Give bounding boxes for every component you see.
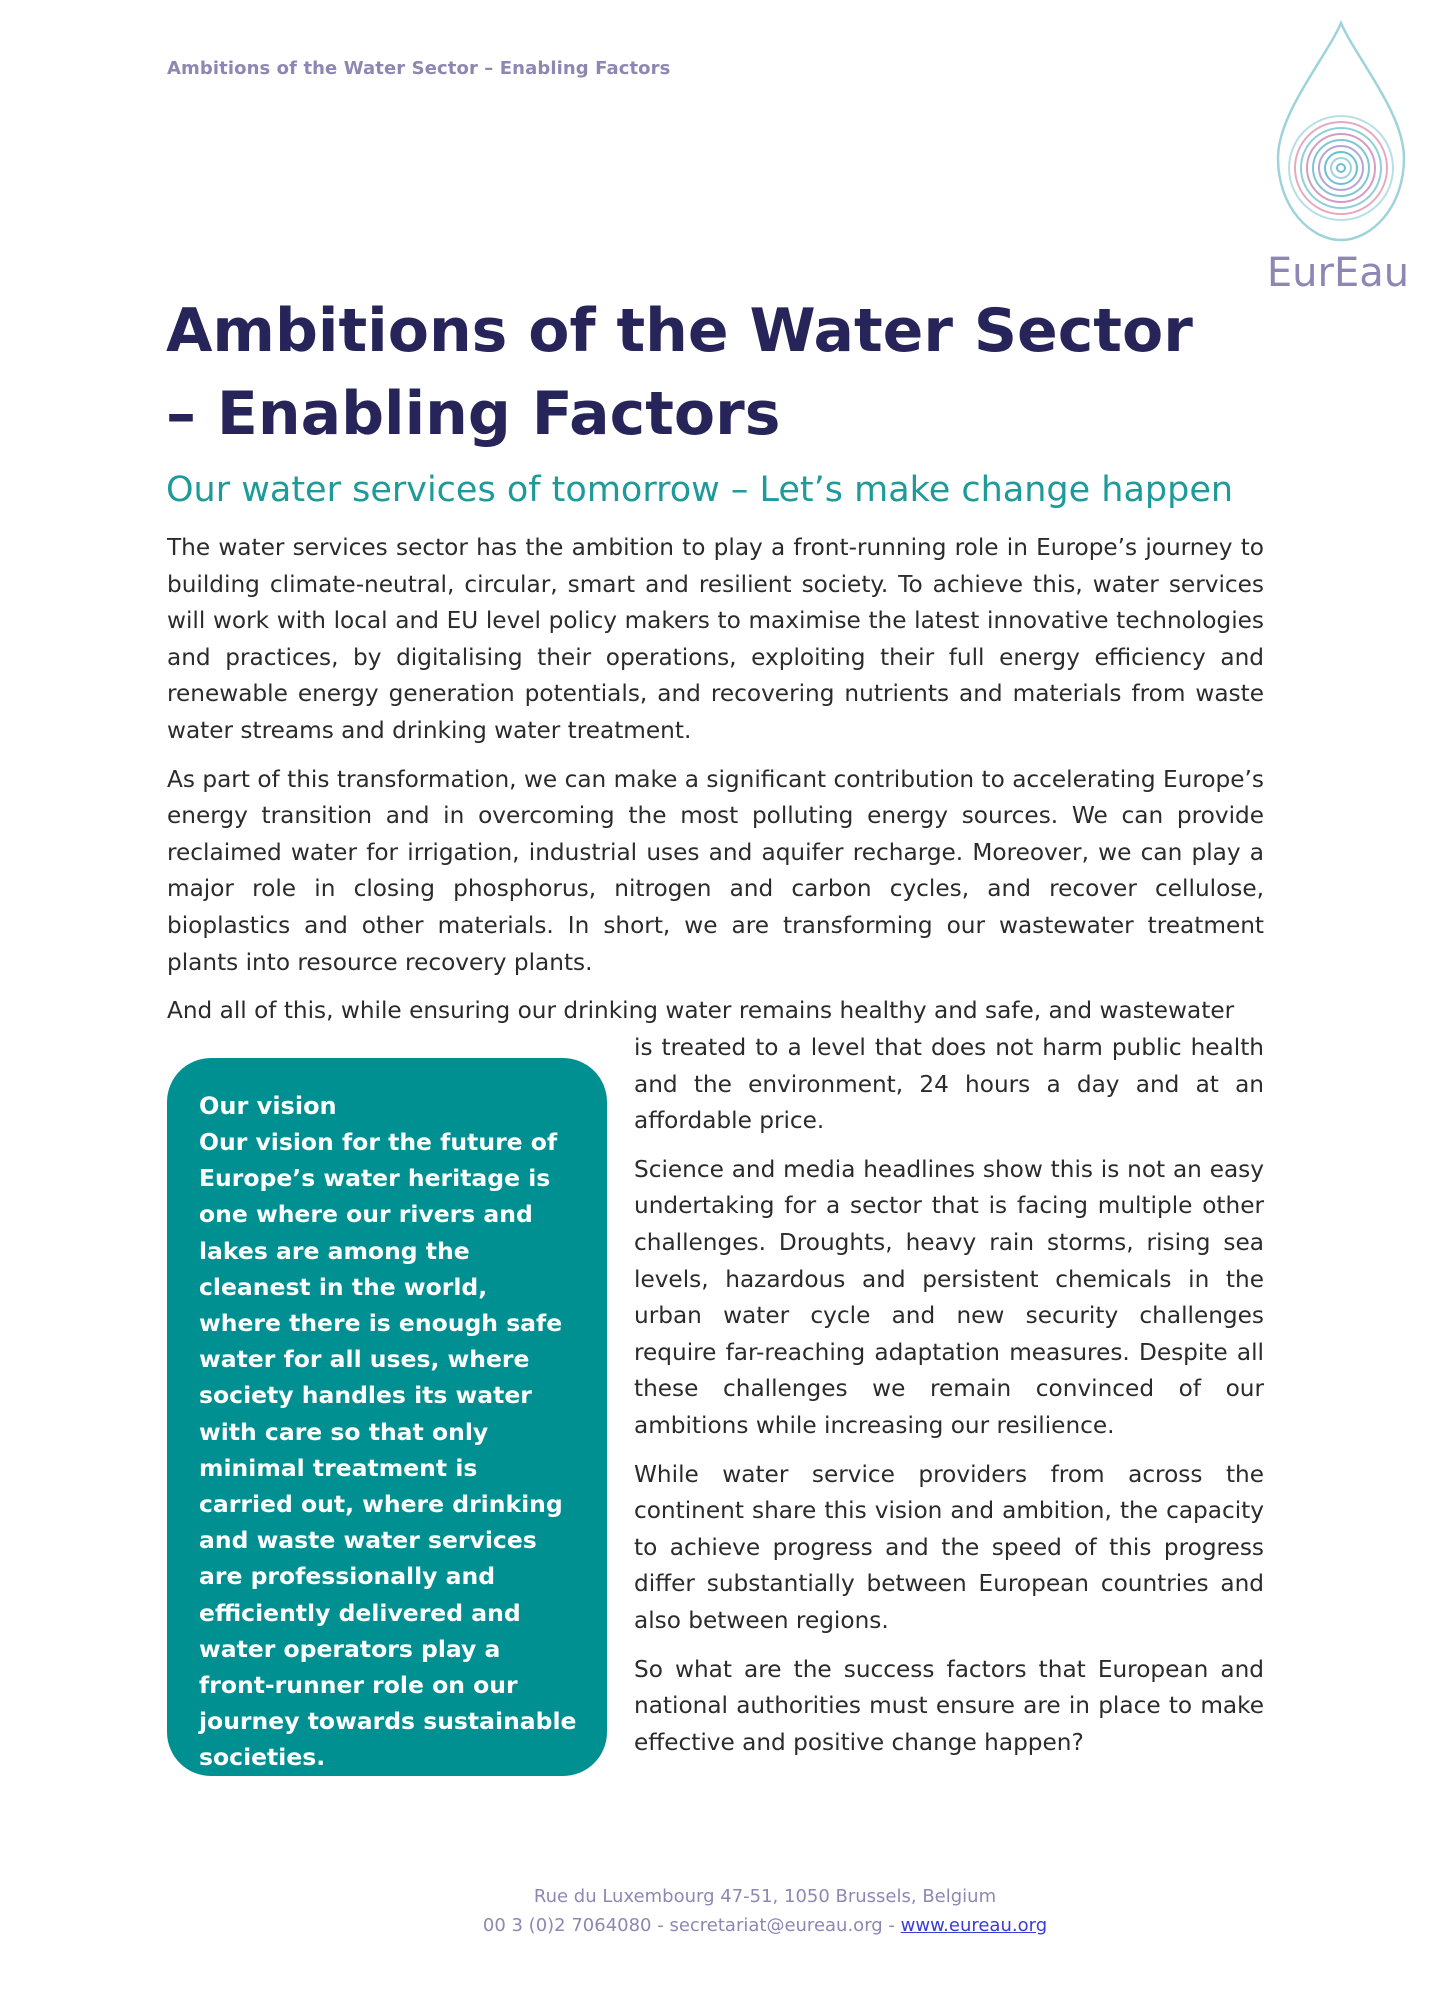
intro-section — [167, 530, 1264, 1042]
water-drop-icon — [1256, 18, 1426, 298]
page-title — [166, 290, 1266, 456]
page-footer — [0, 1882, 1448, 1940]
footer-address: Rue du Luxembourg 47-51, 1050 Brussels, Belgium — [533, 1886, 997, 1907]
right-paragraph: is treated to a level that does not harm public health and the environment, 24 hours a day and at an affordable price. — [634, 1034, 1264, 1135]
vision-box — [167, 1058, 607, 1776]
intro-paragraph: The water services sector has the ambition to play a front-running role in Europe’s journey to building climate-neutral, circular, smart and resilient society. To achieve this, water services will work with local and EU level policy makers to maximise the latest innovative technologies and practices, by digitalising their operations, exploiting their full energy efficiency and renewable energy generation potentials, and recovering nutrients and materials from waste water streams and drinking water treatment. — [167, 534, 1264, 744]
right-column — [634, 1030, 1264, 1773]
right-paragraph: So what are the success factors that European and national authorities must ensure are in place to make effective and positive change happen? — [634, 1655, 1264, 1756]
running-header: Ambitions of the Water Sector – Enabling Factors — [167, 58, 671, 79]
intro-paragraph: And all of this, while ensuring our drinking water remains healthy and safe, and wastewater — [167, 997, 1235, 1025]
title-line-2: – Enabling Factors — [166, 379, 781, 449]
logo-text: EurEau — [1266, 250, 1410, 296]
footer-contact — [0, 1911, 1448, 1940]
right-paragraph: While water service providers from across the continent share this vision and ambition, the capacity to achieve progress and the speed of this progress differ substantially between European countries and also between regions. — [634, 1460, 1264, 1634]
title-line-1: Ambitions of the Water Sector — [166, 296, 1193, 366]
footer-website-link[interactable]: www.eureau.org — [900, 1915, 1048, 1936]
intro-paragraph: As part of this transformation, we can make a significant contribution to accelerating Europe’s energy transition and in overcoming the most polluting energy sources. We can provide reclaimed water for irrigation, industrial uses and aquifer recharge. Moreover, we can play a major role in closing phosphorus, nitrogen and carbon cycles, and recover cellulose, bioplastics and other materials. In short, we are transforming our wastewater treatment plants into resource recovery plants. — [167, 765, 1264, 976]
right-paragraph: Science and media headlines show this is not an easy undertaking for a sector that is facing multiple other challenges. Droughts, heavy rain storms, rising sea levels, hazardous and persistent chemicals in the urban water cycle and new security challenges require far-reaching adaptation measures. Despite all these challenges we remain convinced of our ambitions while increasing our resilience. — [634, 1155, 1264, 1439]
vision-heading: Our vision — [199, 1092, 337, 1120]
footer-contact-text: 00 3 (0)2 7064080 - secretariat@eureau.org - — [482, 1915, 901, 1936]
eureau-logo — [1256, 18, 1426, 298]
page-subtitle: Our water services of tomorrow – Let’s make change happen — [166, 470, 1234, 510]
vision-text: Our vision for the future of Europe’s water heritage is one where our rivers and lakes are among the cleanest in the world, where there is enough safe water for all uses, where society handles its water with care so that only minimal treatment is carried out, where drinking and waste water services are professionally and efficiently delivered and water operators play a front-runner role on our journey towards sustainable societies. — [199, 1128, 577, 1772]
